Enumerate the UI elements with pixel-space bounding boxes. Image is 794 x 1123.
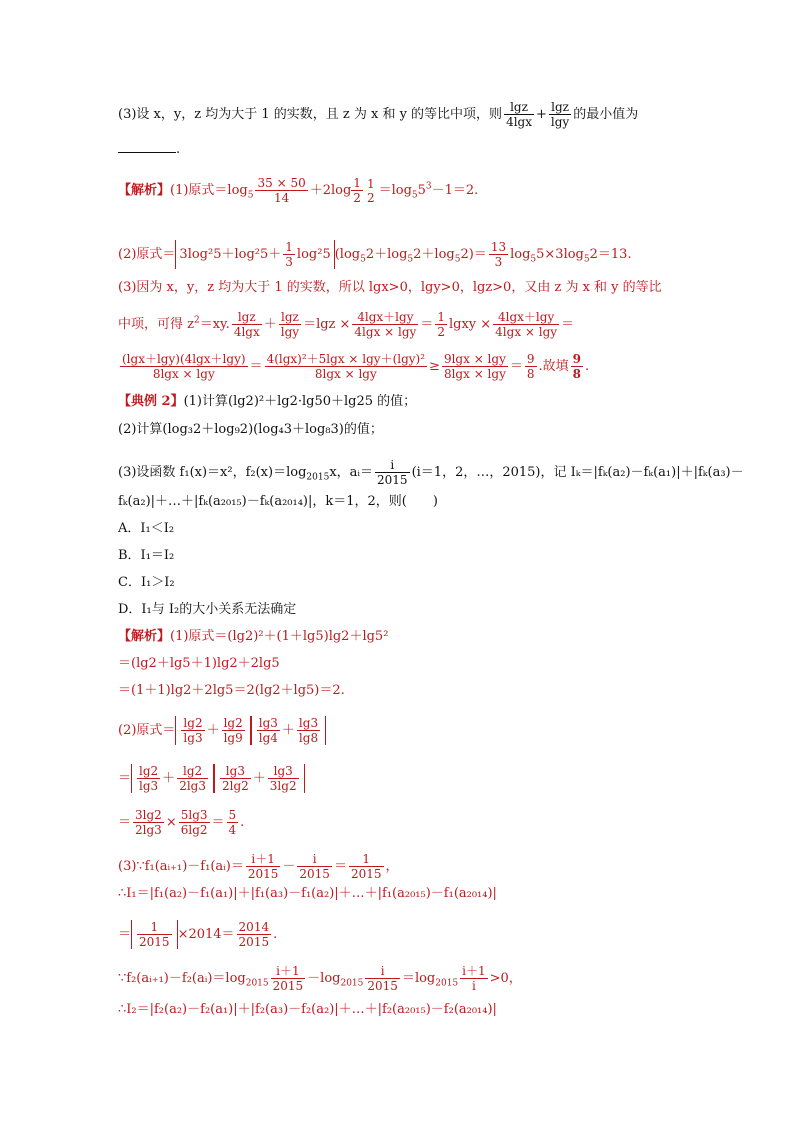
ex2-solution-2: ＝(lg2＋lg5＋1)lg2＋2lg5 bbox=[118, 656, 280, 671]
ex2-solution-6: ＝ $\frac{3\lg 2}{2\lg 3}$ × $\frac{5\lg 3}{6\lg 2}$ ＝ $\frac{5}{4}$ . bbox=[118, 808, 245, 837]
solution-2-line: (2)原式＝ 3log²5＋log²5＋ $\frac{1}{3}$ log²5 $(\log_52+\log_52+\log_52)=$ $\frac{13}{3}$ $\log_55\times 3\log_52=13$. bbox=[118, 240, 632, 269]
ex2-solution-9: ＝ $\frac{1}{2015}$ ×2014＝ $\frac{2014}{2015}$ . bbox=[118, 920, 278, 949]
example-2-q3a: (3)设函数 f₁(x)＝x²，$f_2(x)=\log_{2015}x$，aᵢ＝ $\frac{i}{2015}$ (i＝1，2，…，2015)，记 Iₖ＝|fₖ(a₂)－fₖ(a₁)|＋|fₖ(a₃)－ bbox=[118, 458, 744, 487]
example-tag: 【典例 2】 bbox=[118, 394, 184, 409]
ex2-solution-7: (3)∵f₁(aᵢ₊₁)－f₁(aᵢ)＝ $\frac{i+1}{2015}$ － $\frac{i}{2015}$ ＝ $\frac{1}{2015}$ ， bbox=[118, 852, 399, 881]
ex2-solution-8: ∴I₁＝|f₁(a₂)－f₁(a₁)|＋|f₁(a₃)－f₁(a₂)|＋…＋|f₁(a₂₀₁₅)－f₁(a₂₀₁₄)| bbox=[118, 886, 497, 901]
solution-tag-2: 【解析】 bbox=[118, 629, 171, 644]
option-b: B．I₁＝I₂ bbox=[118, 548, 175, 563]
example-2-q2: (2)计算(log₃2＋log₉2)(log₄3＋log₈3)的值； bbox=[118, 422, 383, 437]
problem-3-line: (3)设 x，y，z 均为大于 1 的实数，且 z 为 x 和 y 的等比中项，则 $\frac{\lg z}{4\lg x}$ + $\frac{\lg z}{\lg y}$ 的最小值为 bbox=[118, 100, 639, 129]
option-c: C．I₁＞I₂ bbox=[118, 575, 175, 590]
ex2-solution-1: 【解析】(1)原式＝(lg2)²＋(1＋lg5)lg2＋lg5² bbox=[118, 629, 389, 644]
bracket-expression: 3log²5＋log²5＋ $\frac{1}{3}$ log²5 bbox=[175, 240, 334, 269]
ex2-solution-4: (2)原式＝ $\frac{\lg 2}{\lg 3}$ ＋ $\frac{\lg 2}{\lg 9}$ $\frac{\lg 3}{\lg 4}$ ＋ $\frac{\lg 3}{\lg 8}$ bbox=[118, 716, 326, 745]
solution-tag: 【解析】 bbox=[118, 183, 171, 198]
answer-blank-line: . bbox=[118, 142, 180, 158]
example-2-q1: 【典例 2】(1)计算(lg2)²＋lg2·lg50＋lg25 的值； bbox=[118, 394, 417, 409]
option-a: A．I₁＜I₂ bbox=[118, 521, 175, 536]
fraction: $\frac{\lg z}{\lg y}$ bbox=[550, 100, 570, 129]
solution-1-line: 【解析】(1)原式$=\log_5$ $\frac{35 \times 50}{14}$ ＋2log $\frac{1}{2}$ 1 2 $=\log_55^3-1=2$. bbox=[118, 176, 479, 205]
fraction: $\frac{35 \times 50}{14}$ bbox=[257, 176, 306, 205]
option-d: D．I₁与 I₂的大小关系无法确定 bbox=[118, 602, 297, 617]
solution-3-line-c: $\frac{(\lg x+\lg y)(4\lg x+\lg y)}{8\lg x \times \lg y}$ ＝ $\frac{\text{4(lgx)²＋5lgx × lgy＋(lgy)²}}{8\lg x \times \lg y}$ ≥ $\frac{9\lg x \times \lg y}{8\lg x \times \lg y}$ ＝ $\frac{9}{8}$ .故填 $\frac{9}{8}$ . bbox=[122, 352, 590, 381]
ex2-solution-10: $\because f_2(aᵢ_{+1})-f_2(aᵢ)=\log_{2015}$ $\frac{i+1}{2015}$ $-\log_{2015}$ $\frac{i}{2015}$ $=\log_{2015}$ $\frac{i+1}{i}$ >0， bbox=[118, 964, 522, 993]
ex2-solution-5: ＝ $\frac{\lg 2}{\lg 3}$ ＋ $\frac{\lg 2}{2\lg 3}$ $\frac{\lg 3}{2\lg 2}$ ＋ $\frac{\lg 3}{3\lg 2}$ bbox=[118, 764, 305, 793]
ex2-solution-3: ＝(1＋1)lg2＋2lg5＝2(lg2＋lg5)＝2. bbox=[118, 683, 345, 698]
answer-blank bbox=[118, 152, 176, 153]
problem-3-text: (3)设 x，y，z 均为大于 1 的实数，且 z 为 x 和 y 的等比中项，则 bbox=[118, 107, 503, 122]
fraction: $\frac{\lg z}{4\lg x}$ bbox=[506, 100, 532, 129]
ex2-solution-11: ∴I₂＝|f₂(a₂)－f₂(a₁)|＋|f₂(a₃)－f₂(a₂)|＋…＋|f₂(a₂₀₁₅)－f₂(a₂₀₁₄)| bbox=[118, 1002, 497, 1017]
example-2-q3b: fₖ(a₂)|＋…＋|fₖ(a₂₀₁₅)－fₖ(a₂₀₁₄)|，k＝1，2，则( ) bbox=[118, 494, 438, 509]
solution-3-line-b: 中项，可得 $z^2=xy$. $\frac{\lg z}{4\lg x}$ ＋ $\frac{\lg z}{\lg y}$ ＝lgz × $\frac{4\lg x+\lg y}{4\lg x \times \lg y}$ ＝ $\frac{1}{2}$ lgxy × $\frac{4\lg x+\lg y}{4\lg x \times \lg y}$ ＝ bbox=[118, 310, 575, 339]
solution-3-line-a: (3)因为 x，y，z 均为大于 1 的实数，所以 lgx>0，lgy>0，lgz>0，又由 z 为 x 和 y 的等比 bbox=[118, 280, 662, 295]
